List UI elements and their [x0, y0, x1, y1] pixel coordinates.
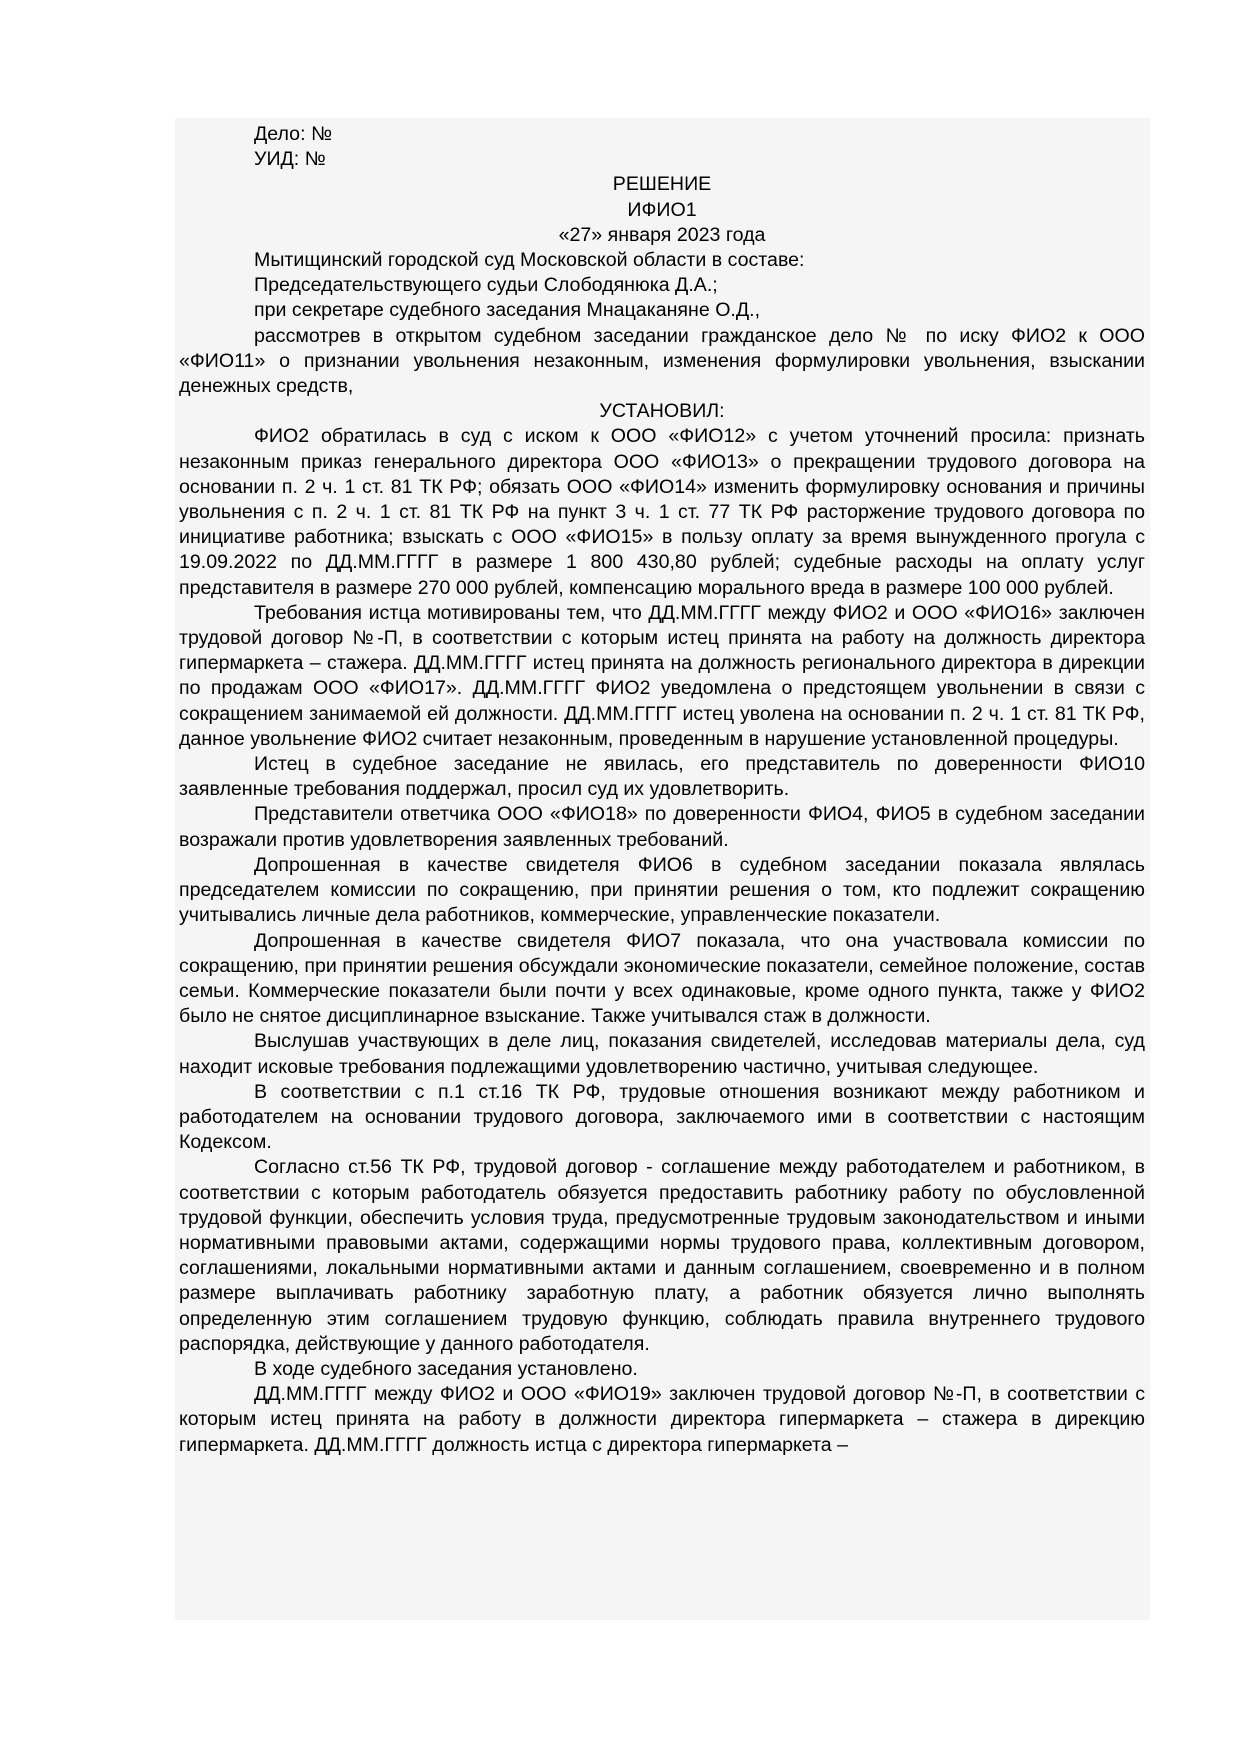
body-paragraph: Допрошенная в качестве свидетеля ФИО7 показала, что она участвовала комиссии по сокращению, при принятии решения обсуждали экономические показатели, семейное положение, состав семьи. Коммерческие показатели были почти у всех одинаковые, кроме одного пункта, также у ФИО2 было не снятое дисциплинарное взыскание. Также учитывался стаж в должности. [179, 929, 1145, 1028]
body-paragraph: ФИО2 обратилась в суд с иском к ООО «ФИО12» с учетом уточнений просила: признать незаконным приказ генерального директора ООО «ФИО13» о прекращении трудового договора на основании п. 2 ч. 1 ст. 81 ТК РФ; обязать ООО «ФИО14» изменить формулировку основания и причины увольнения с п. 2 ч. 1 ст. 81 ТК РФ на пункт 3 ч. 1 ст. 77 ТК РФ расторжение трудового договора по инициативе работника; взыскать с ООО «ФИО15» в пользу оплату за время вынужденного прогула с 19.09.2022 по ДД.ММ.ГГГГ в размере 1 800 430,80 рублей; судебные расходы на оплату услуг представителя в размере 270 000 рублей, компенсацию морального вреда в размере 100 000 рублей. [179, 425, 1145, 599]
document-subtitle: ИФИО1 [627, 198, 697, 221]
judge-line: Председательствующего судьи Слободянюка Д.А.; [254, 274, 718, 297]
document-text [179, 122, 1145, 1458]
body-paragraph: Выслушав участвующих в деле лиц, показания свидетелей, исследовав материалы дела, суд находит исковые требования подлежащими удовлетворению частично, учитывая следующее. [179, 1030, 1145, 1078]
uid-line: УИД: № [254, 148, 326, 171]
body-paragraph: Представители ответчика ООО «ФИО18» по доверенности ФИО4, ФИО5 в судебном заседании возражали против удовлетворения заявленных требований. [179, 803, 1145, 851]
body-paragraph: Допрошенная в качестве свидетеля ФИО6 в судебном заседании показала являлась председателем комиссии по сокращению, при принятии решения о том, кто подлежит сокращению учитывались личные дела работников, коммерческие, управленческие показатели. [179, 853, 1145, 927]
body-paragraph: ДД.ММ.ГГГГ между ФИО2 и ООО «ФИО19» заключен трудовой договор №-П, в соответствии с которым истец принята на работу в должности директора гипермаркета – стажера в дирекцию гипермаркета. ДД.ММ.ГГГГ должность истца с директора гипермаркета – [179, 1383, 1145, 1456]
secretary-line: при секретаре судебного заседания Мнацаканяне О.Д., [254, 299, 761, 322]
decision-date: «27» января 2023 года [558, 223, 766, 246]
body-paragraph: Требования истца мотивированы тем, что ДД.ММ.ГГГГ между ФИО2 и ООО «ФИО16» заключен трудовой договор №-П, в соответствии с которым истец принята на работу на должность директора гипермаркета – стажера. ДД.ММ.ГГГГ истец принята на должность регионального директора в дирекции по продажам ООО «ФИО17». ДД.ММ.ГГГГ ФИО2 уведомлена о предстоящем увольнении в связи с сокращением занимаемой ей должности. ДД.ММ.ГГГГ истец уволена на основании п. 2 ч. 1 ст. 81 ТК РФ, данное увольнение ФИО2 считает незаконным, проведенным в нарушение установленной процедуры. [179, 601, 1145, 750]
considered-paragraph: рассмотрев в открытом судебном заседании гражданское дело № по иску ФИО2 к ООО «ФИО11» о признании увольнения незаконным, изменения формулировки увольнения, взыскании денежных средств, [179, 324, 1145, 398]
established-heading: УСТАНОВИЛ: [599, 400, 725, 423]
body-paragraph: Истец в судебное заседание не явилась, его представитель по доверенности ФИО10 заявленные требования поддержал, просил суд их удовлетворить. [179, 753, 1145, 801]
body-paragraph: В соответствии с п.1 ст.16 ТК РФ, трудовые отношения возникают между работником и работодателем на основании трудового договора, заключаемого ими в соответствии с настоящим Кодексом. [179, 1080, 1145, 1154]
body-paragraph: В ходе судебного заседания установлено. [254, 1357, 638, 1380]
body-paragraph: Согласно ст.56 ТК РФ, трудовой договор - соглашение между работодателем и работником, в соответствии с которым работодатель обязуется предоставить работнику работу по обусловленной трудовой функции, обеспечить условия труда, предусмотренные трудовым законодательством и иными нормативными правовыми актами, содержащими нормы трудового права, коллективным договором, соглашениями, локальными нормативными актами и данным соглашением, своевременно и в полном размере выплачивать работнику заработную плату, а работник обязуется лично выполнять определенную этим соглашением трудовую функцию, соблюдать правила внутреннего трудового распорядка, действующие у данного работодателя. [179, 1156, 1145, 1355]
case-number: Дело: № [254, 123, 332, 145]
court-line: Мытищинский городской суд Московской области в составе: [254, 249, 805, 272]
document-title: РЕШЕНИЕ [612, 173, 712, 196]
